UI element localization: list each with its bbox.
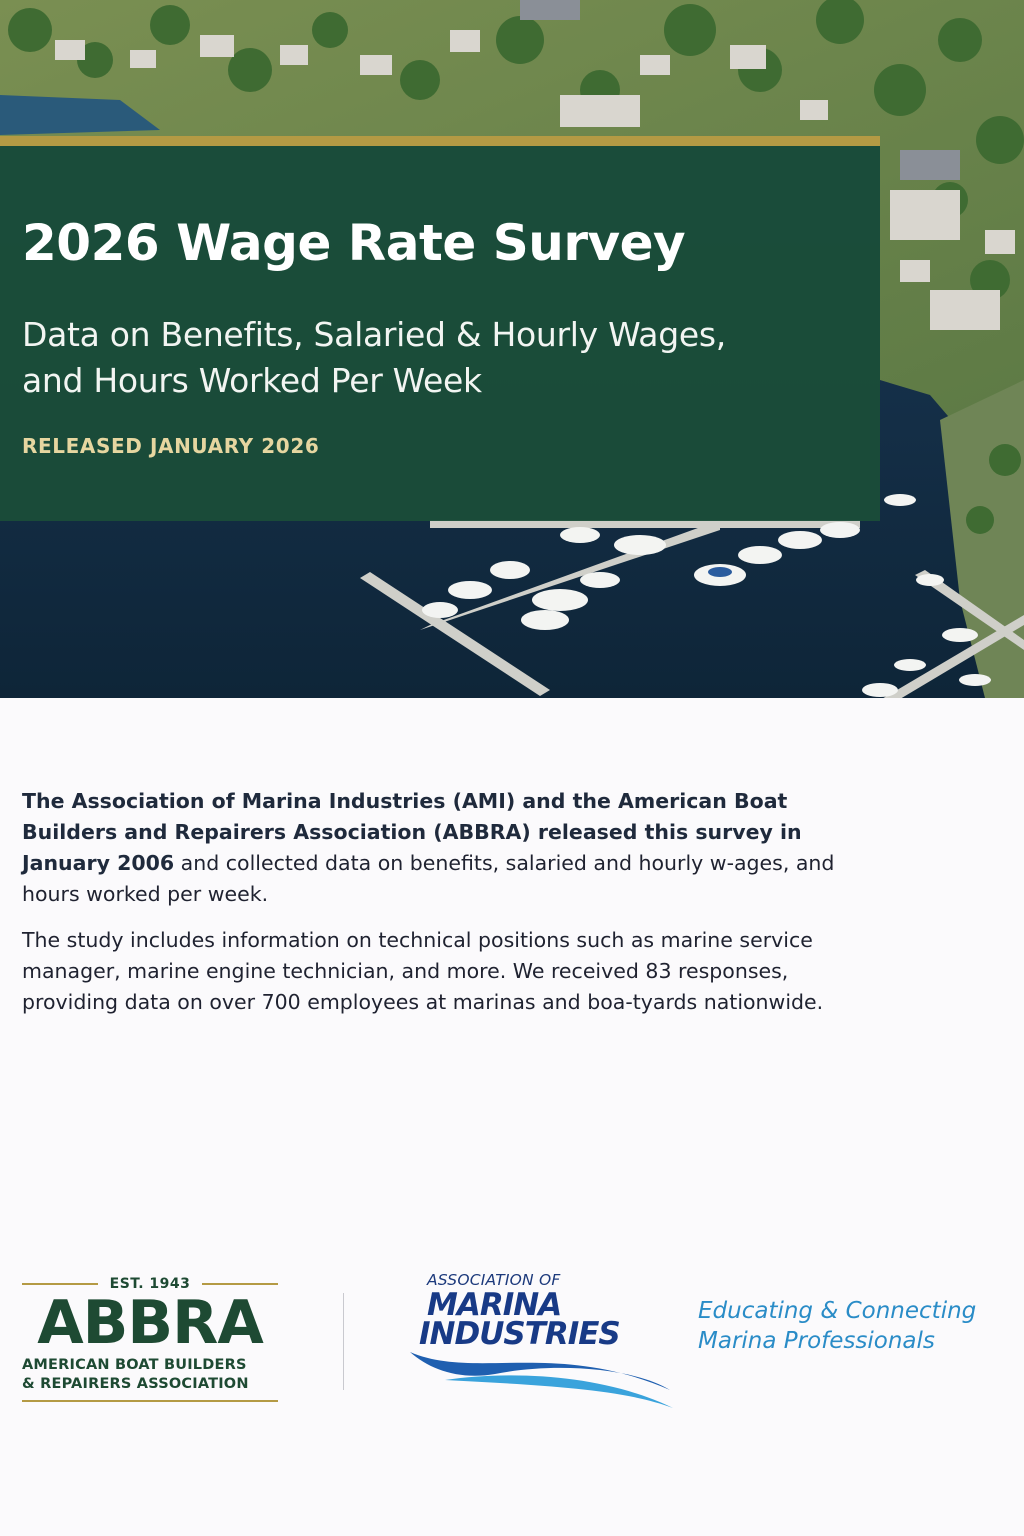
page-title: 2026 Wage Rate Survey <box>22 214 686 272</box>
wave-icon <box>405 1340 680 1410</box>
ami-line2: INDUSTRIES <box>419 1316 620 1352</box>
abbra-full-name <box>22 1356 278 1394</box>
intro-strong: The Association of Marina Industries (AMI) and the American Boat Builders and Repairers Association (ABBRA) released this survey in January 2006 <box>22 789 802 875</box>
intro-rest: and collected data on benefits, salaried and hourly w-ages, and hours worked per week. <box>22 851 835 906</box>
page-subtitle: Data on Benefits, Salaried & Hourly Wages, and Hours Worked Per Week <box>22 315 726 400</box>
tagline-line2: Marina Professionals <box>698 1328 935 1354</box>
abbra-line2: & REPAIRERS ASSOCIATION <box>22 1376 249 1392</box>
abbra-wordmark: ABBRA <box>37 1288 263 1358</box>
ami-line1: MARINA <box>427 1287 562 1323</box>
ami-tagline <box>698 1296 976 1356</box>
hero-section <box>0 0 1024 698</box>
ami-logo <box>405 1270 680 1410</box>
abbra-logo <box>22 1276 278 1406</box>
intro-paragraph <box>22 786 872 910</box>
body-text <box>22 786 872 1033</box>
abbra-rule-bottom <box>22 1400 278 1402</box>
abbra-established: EST. 1943 <box>109 1276 191 1292</box>
logo-divider <box>343 1293 344 1390</box>
ami-small-text: ASSOCIATION OF <box>427 1271 561 1289</box>
tagline-line1: Educating & Connecting <box>698 1298 977 1324</box>
release-date: RELEASED JANUARY 2026 <box>22 434 320 458</box>
abbra-line1: AMERICAN BOAT BUILDERS <box>22 1357 247 1373</box>
title-banner <box>0 136 880 521</box>
study-paragraph: The study includes information on technical positions such as marine service manager, marine engine technician, and more. We received 83 responses, providing data on over 700 employees at marinas and boa-tyards nationwide. <box>22 928 824 1014</box>
